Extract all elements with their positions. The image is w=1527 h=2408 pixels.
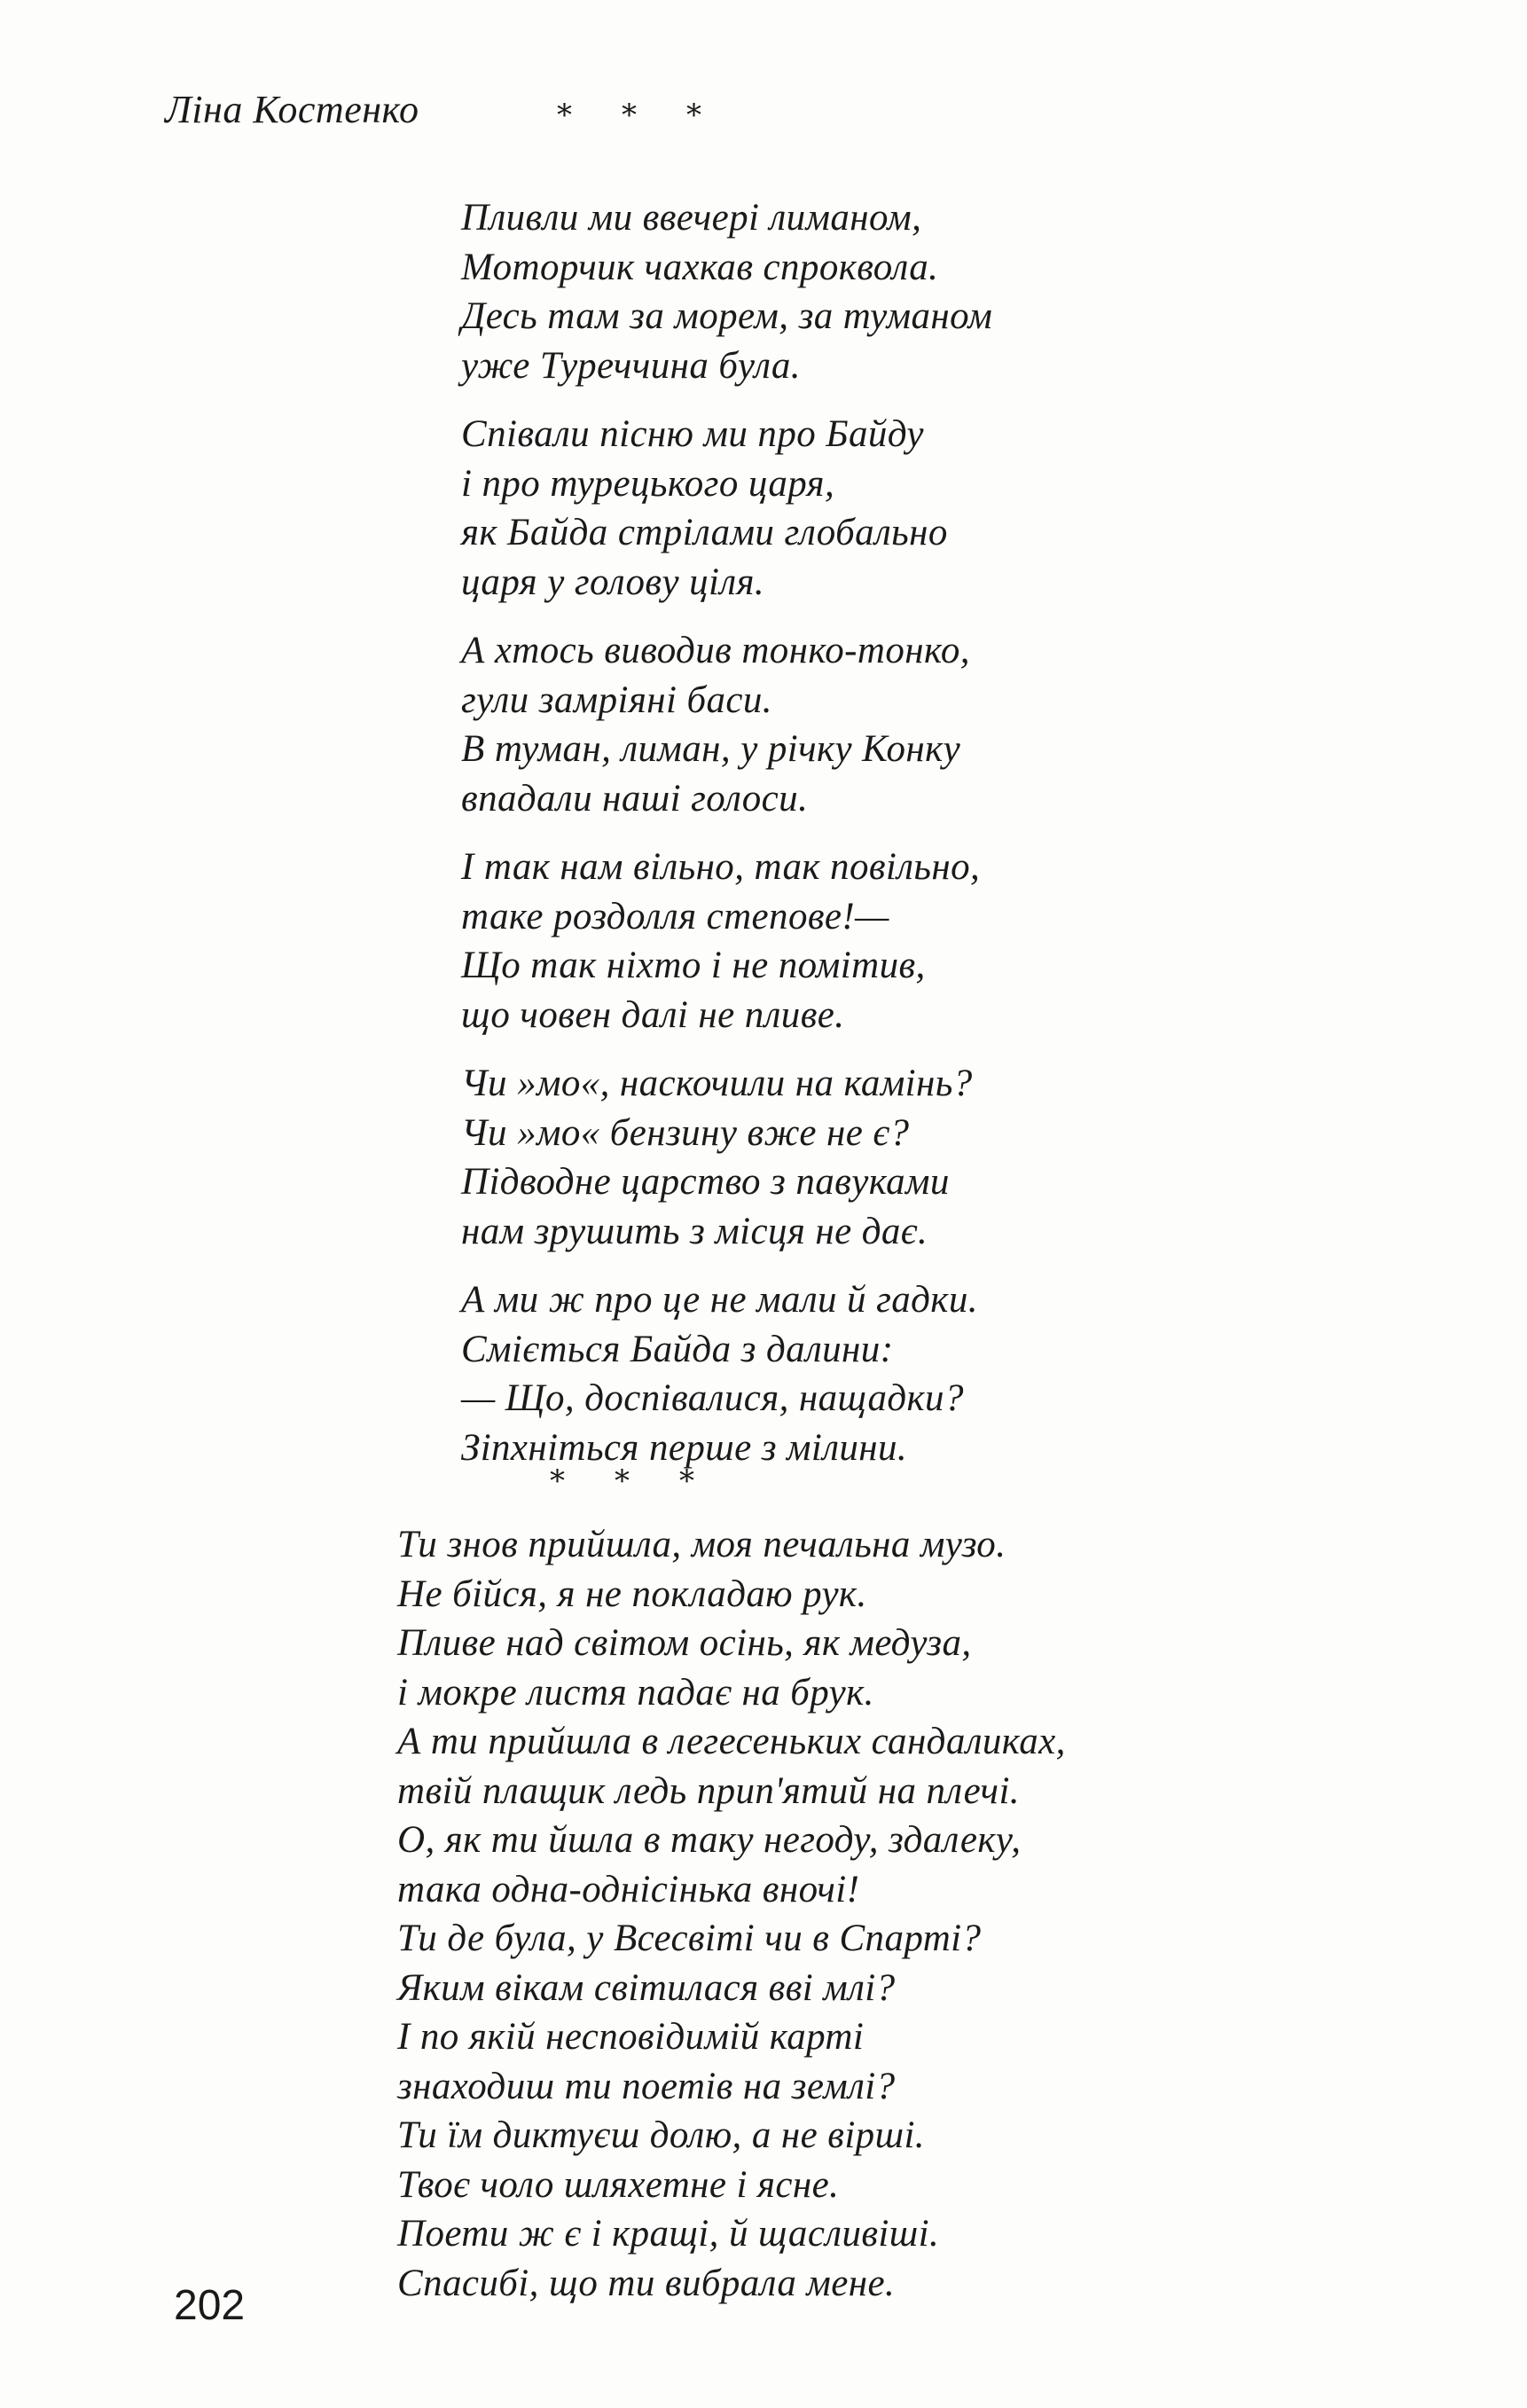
verse-line: Моторчик чахкав спроквола.	[461, 246, 939, 288]
stanza	[461, 1059, 992, 1256]
author-name: Ліна Костенко	[165, 88, 419, 131]
asterisk: *	[679, 1463, 694, 1499]
verse-line: Зіпхніться перше з мілини.	[461, 1426, 908, 1469]
verse-line: гули замріяні баси.	[461, 678, 772, 721]
poem-first	[461, 193, 992, 1492]
verse-line: знаходиш ти поетів на землі?	[397, 2065, 896, 2107]
stanza	[461, 1275, 992, 1472]
verse-line: Спасибі, що ти вибрала мене.	[397, 2262, 896, 2304]
verse-line: А ти прийшла в легесеньких сандаликах,	[397, 1721, 1066, 1762]
verse-line: як Байда стрілами глобально	[461, 512, 948, 553]
verse-line: і мокре листя падає на брук.	[397, 1671, 874, 1714]
page-number: 202	[174, 2282, 246, 2329]
verse-line: Підводне царство з павуками	[461, 1161, 950, 1203]
verse-line: що човен далі не пливе.	[461, 993, 845, 1036]
verse-line: уже Туреччина була.	[461, 344, 801, 387]
asterisk: *	[622, 98, 637, 133]
verse-line: О, як ти йшла в таку негоду, здалеку,	[397, 1819, 1022, 1861]
asterisk: *	[550, 1463, 565, 1499]
poem-second	[397, 1520, 1066, 2308]
verse-line: А хтось виводив тонко-тонко,	[461, 630, 970, 671]
verse-line: Пливе над світом осінь, як медуза,	[397, 1622, 972, 1664]
verse-line: Десь там за морем, за туманом	[461, 295, 993, 337]
verse-line: А ми ж про це не мали й гадки.	[461, 1279, 978, 1321]
verse-line: Сміється Байда з далини:	[461, 1328, 894, 1370]
stanza	[461, 843, 992, 1039]
verse-line: Ти їм диктуєш долю, а не вірші.	[397, 2114, 925, 2156]
verse-line: Співали пісню ми про Байду	[461, 413, 924, 455]
verse-line: Поети ж є і кращі, й щасливіші.	[397, 2213, 940, 2255]
verse-line: впадали наші голоси.	[461, 777, 809, 820]
verse-line: Ти знов прийшла, моя печальна музо.	[397, 1524, 1006, 1565]
stanza	[461, 626, 992, 823]
verse-line: Не бійся, я не покладаю рук.	[397, 1573, 867, 1615]
asterisk: *	[557, 98, 572, 133]
verse-line: і про турецького царя,	[461, 462, 835, 505]
verse-line: Ти де була, у Всесвіті чи в Спарті?	[397, 1918, 982, 1959]
verse-line: царя у голову ціля.	[461, 561, 765, 603]
verse-line: таке роздолля степове!—	[461, 895, 889, 937]
verse-line: Твоє чоло шляхетне і ясне.	[397, 2163, 840, 2206]
verse-line: Чи »мо« бензину вже не є?	[461, 1111, 910, 1154]
verse-line: така одна-однісінька вночі!	[397, 1868, 860, 1910]
section-separator-middle	[550, 1463, 694, 1499]
asterisk: *	[615, 1463, 630, 1499]
verse-line: Яким вікам світилася вві млі?	[397, 1966, 896, 2009]
verse-line: Що так ніхто і не помітив,	[461, 945, 926, 986]
stanza	[461, 193, 992, 390]
asterisk: *	[686, 98, 701, 133]
verse-line: Пливли ми ввечері лиманом,	[461, 197, 922, 239]
verse-line: нам зрушить з місця не дає.	[461, 1210, 928, 1252]
verse-line: Чи »мо«, наскочили на камінь?	[461, 1063, 973, 1104]
verse-line: — Що, доспівалися, нащадки?	[461, 1377, 964, 1419]
section-separator-top	[557, 98, 701, 133]
verse-line: В туман, лиман, у річку Конку	[461, 728, 961, 770]
verse-line: І по якій несповідимій карті	[397, 2016, 865, 2058]
verse-line: твій плащик ледь прип'ятий на плечі.	[397, 1769, 1020, 1812]
verse-line: І так нам вільно, так повільно,	[461, 846, 981, 888]
stanza	[461, 410, 992, 607]
